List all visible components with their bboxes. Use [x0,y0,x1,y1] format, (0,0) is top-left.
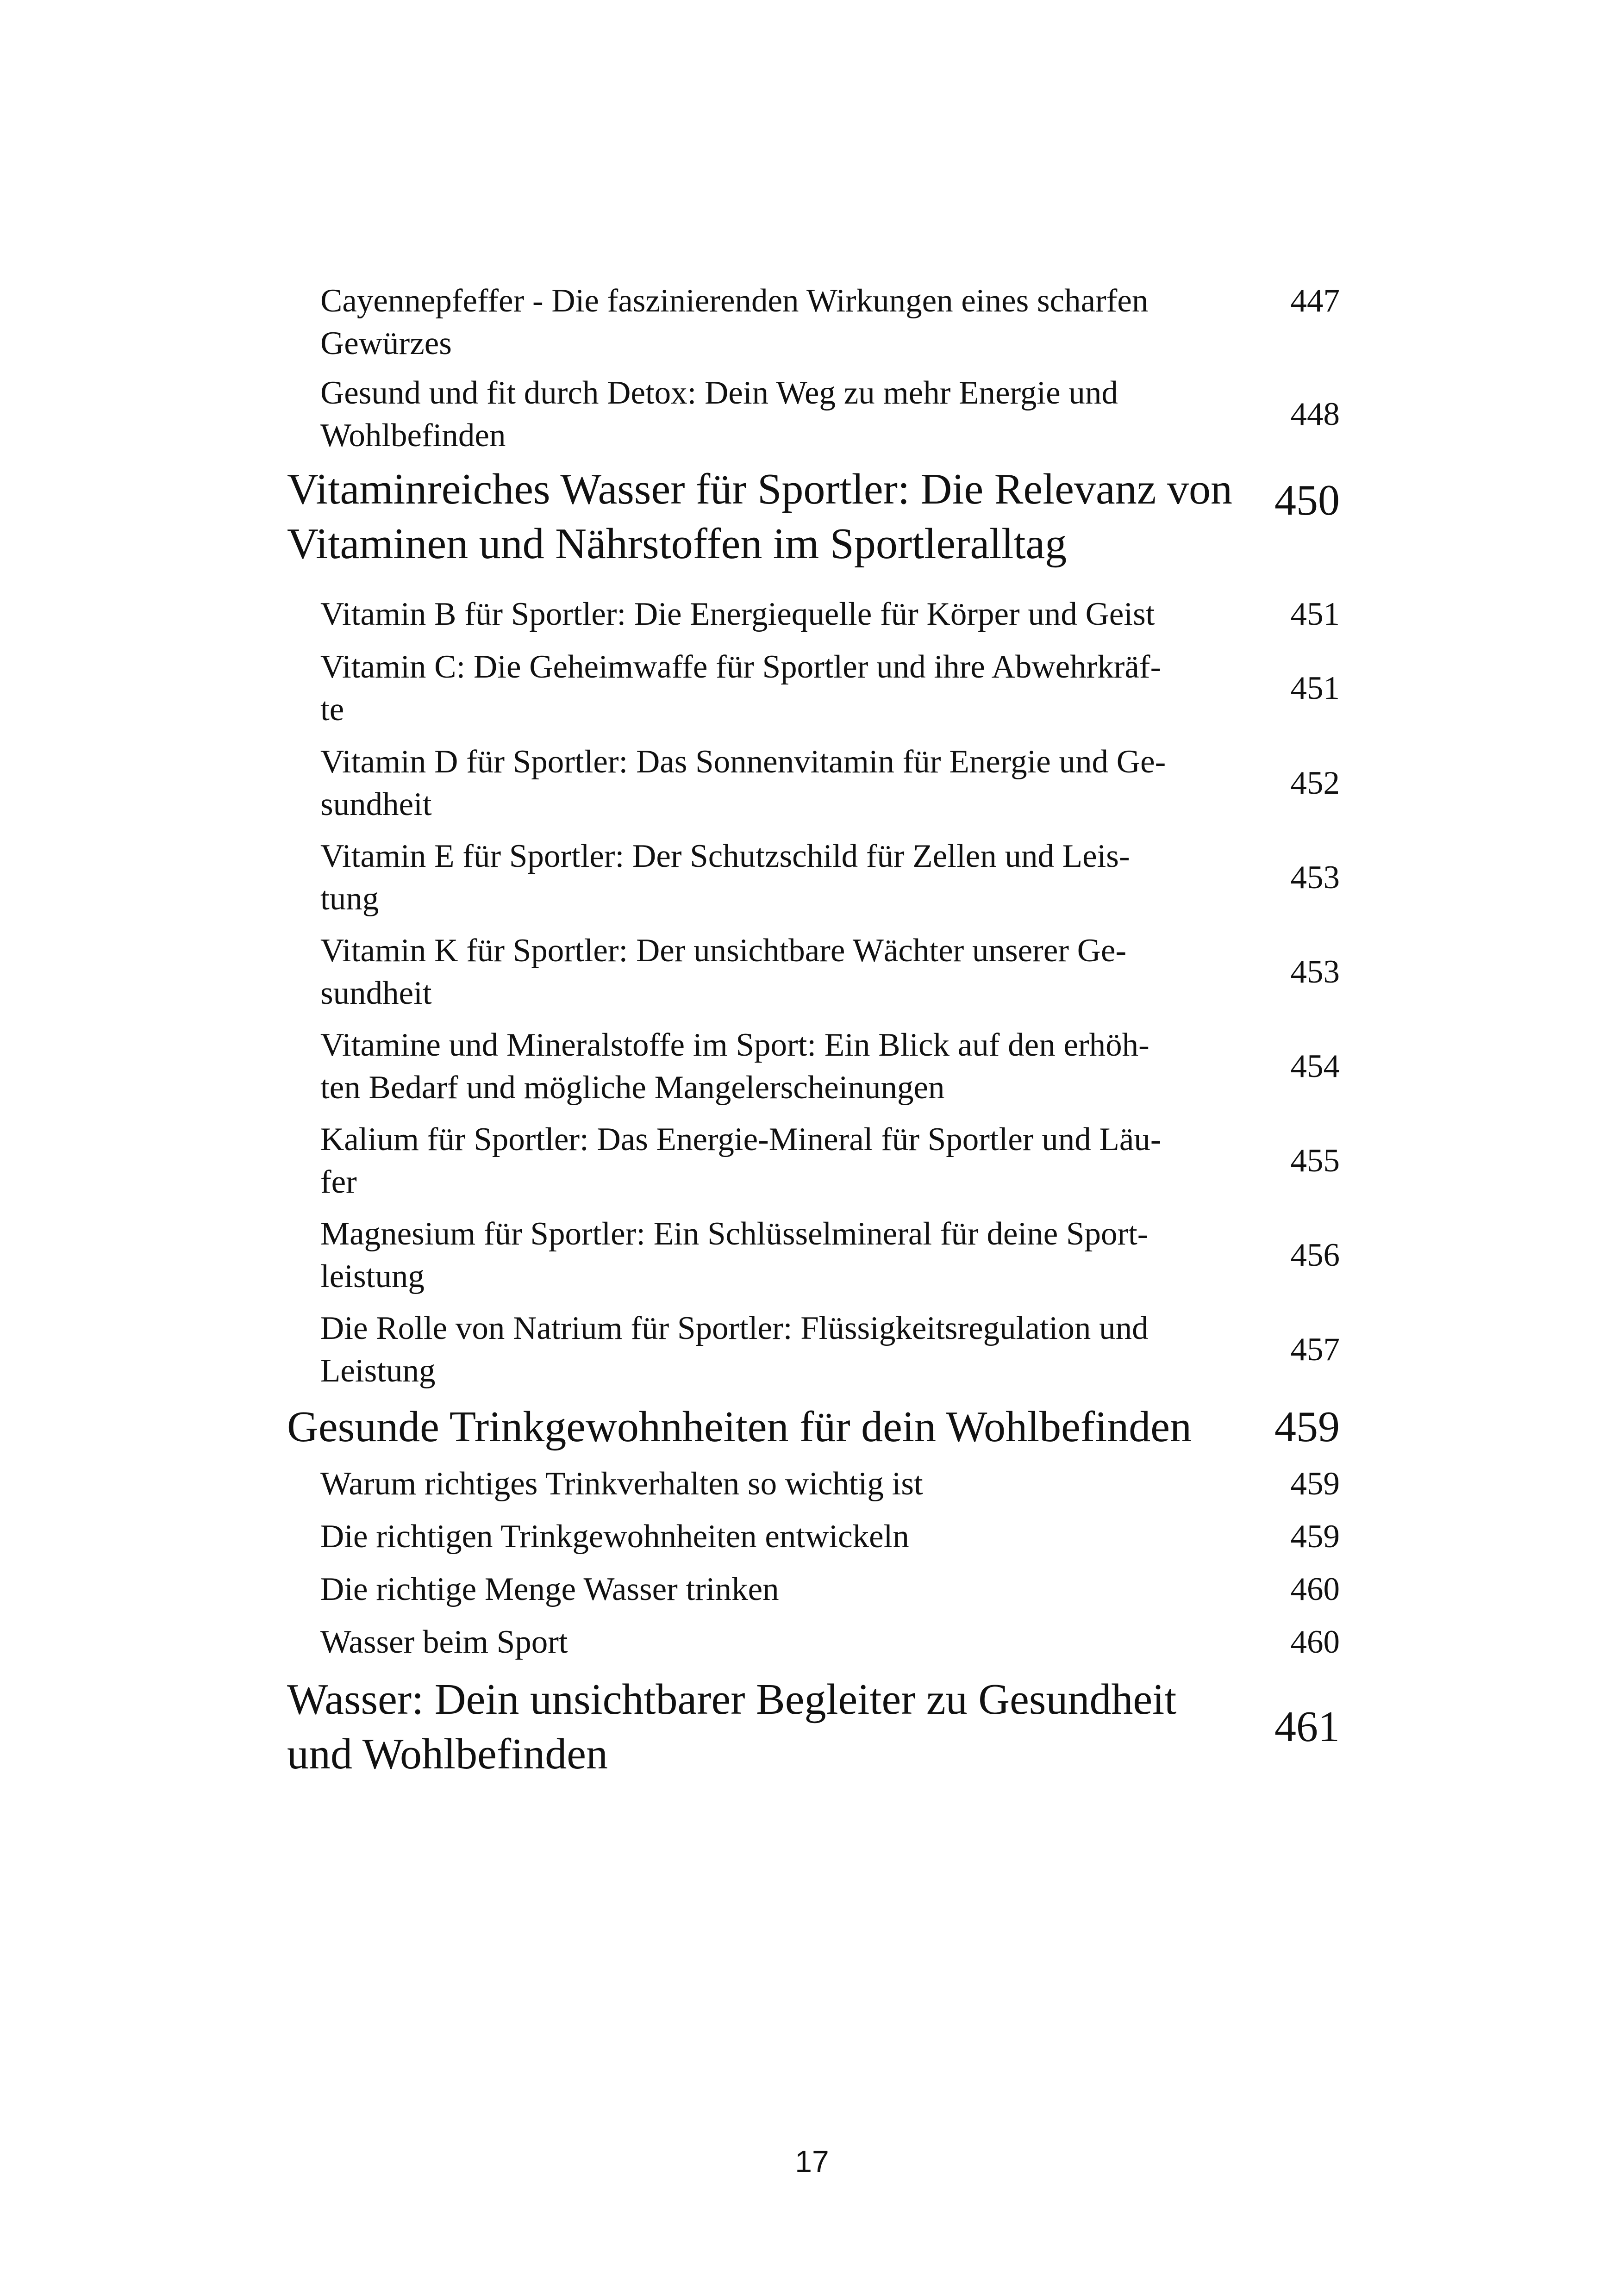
toc-chapter-title: Vitaminreiches Wasser für Sportler: Die Relevanz von Vitaminen und Nährstoffen im Sportleralltag [287,465,1232,568]
toc-chapter-page: 450 [1274,476,1340,524]
page-number: 17 [795,2144,829,2178]
toc-entry-page: 453 [1290,859,1340,896]
toc-entry-title: Vitamin C: Die Geheimwaffe für Sportler und ihre Abwehrkräf- te [320,649,1162,728]
toc-entry-page: 460 [1290,1624,1340,1660]
toc-entry-title: Vitamine und Mineralstoffe im Sport: Ein Blick auf den erhöh- ten Bedarf und mögliche Mangelerscheinungen [320,1027,1149,1106]
toc-entry-title: Cayennepfeffer - Die faszinierenden Wirkungen eines scharfen Gewürzes [320,283,1149,361]
toc-entry-title: Magnesium für Sportler: Ein Schlüsselmineral für deine Sport- leistung [320,1216,1149,1294]
toc-chapter-page: 459 [1274,1403,1340,1451]
toc-entry-title: Die richtigen Trinkgewohnheiten entwickeln [320,1518,909,1555]
toc-chapter-page: 461 [1274,1703,1340,1751]
toc-entry-page: 453 [1290,954,1340,990]
toc-entry-page: 454 [1290,1048,1340,1084]
toc-entry-page: 452 [1290,765,1340,801]
toc-chapter-title: Gesunde Trinkgewohnheiten für dein Wohlbefinden [287,1403,1192,1451]
toc-entry-title: Vitamin K für Sportler: Der unsichtbare Wächter unserer Ge- sundheit [320,933,1127,1011]
toc-entry-page: 451 [1290,670,1340,706]
toc-entry-page: 451 [1290,596,1340,632]
toc-entry-page: 455 [1290,1143,1340,1179]
toc-entry-title: Kalium für Sportler: Das Energie-Mineral für Sportler und Läu- fer [320,1121,1162,1200]
toc-entry-page: 460 [1290,1571,1340,1607]
toc-entry-page: 457 [1290,1332,1340,1368]
toc-entry-title: Warum richtiges Trinkverhalten so wichtig ist [320,1466,923,1502]
toc-chapter-title: Wasser: Dein unsichtbarer Begleiter zu Gesundheit und Wohlbefinden [287,1675,1177,1778]
toc-entry-title: Die richtige Menge Wasser trinken [320,1571,779,1607]
toc-entry-title: Gesund und fit durch Detox: Dein Weg zu mehr Energie und Wohlbefinden [320,375,1118,454]
toc-entry-page: 459 [1290,1466,1340,1502]
toc-entry-page: 459 [1290,1518,1340,1555]
toc-entry-page: 447 [1290,283,1340,319]
toc-entry-page: 456 [1290,1237,1340,1273]
toc-entry-title: Vitamin E für Sportler: Der Schutzschild für Zellen und Leis- tung [320,838,1130,917]
toc-entry-title: Vitamin D für Sportler: Das Sonnenvitamin für Energie und Ge- sundheit [320,744,1166,822]
toc-entry-title: Vitamin B für Sportler: Die Energiequelle für Körper und Geist [320,596,1155,632]
toc-entry-title: Die Rolle von Natrium für Sportler: Flüssigkeitsregulation und Leistung [320,1310,1149,1389]
toc-entry-page: 448 [1290,396,1340,432]
toc-entry-title: Wasser beim Sport [320,1624,568,1660]
